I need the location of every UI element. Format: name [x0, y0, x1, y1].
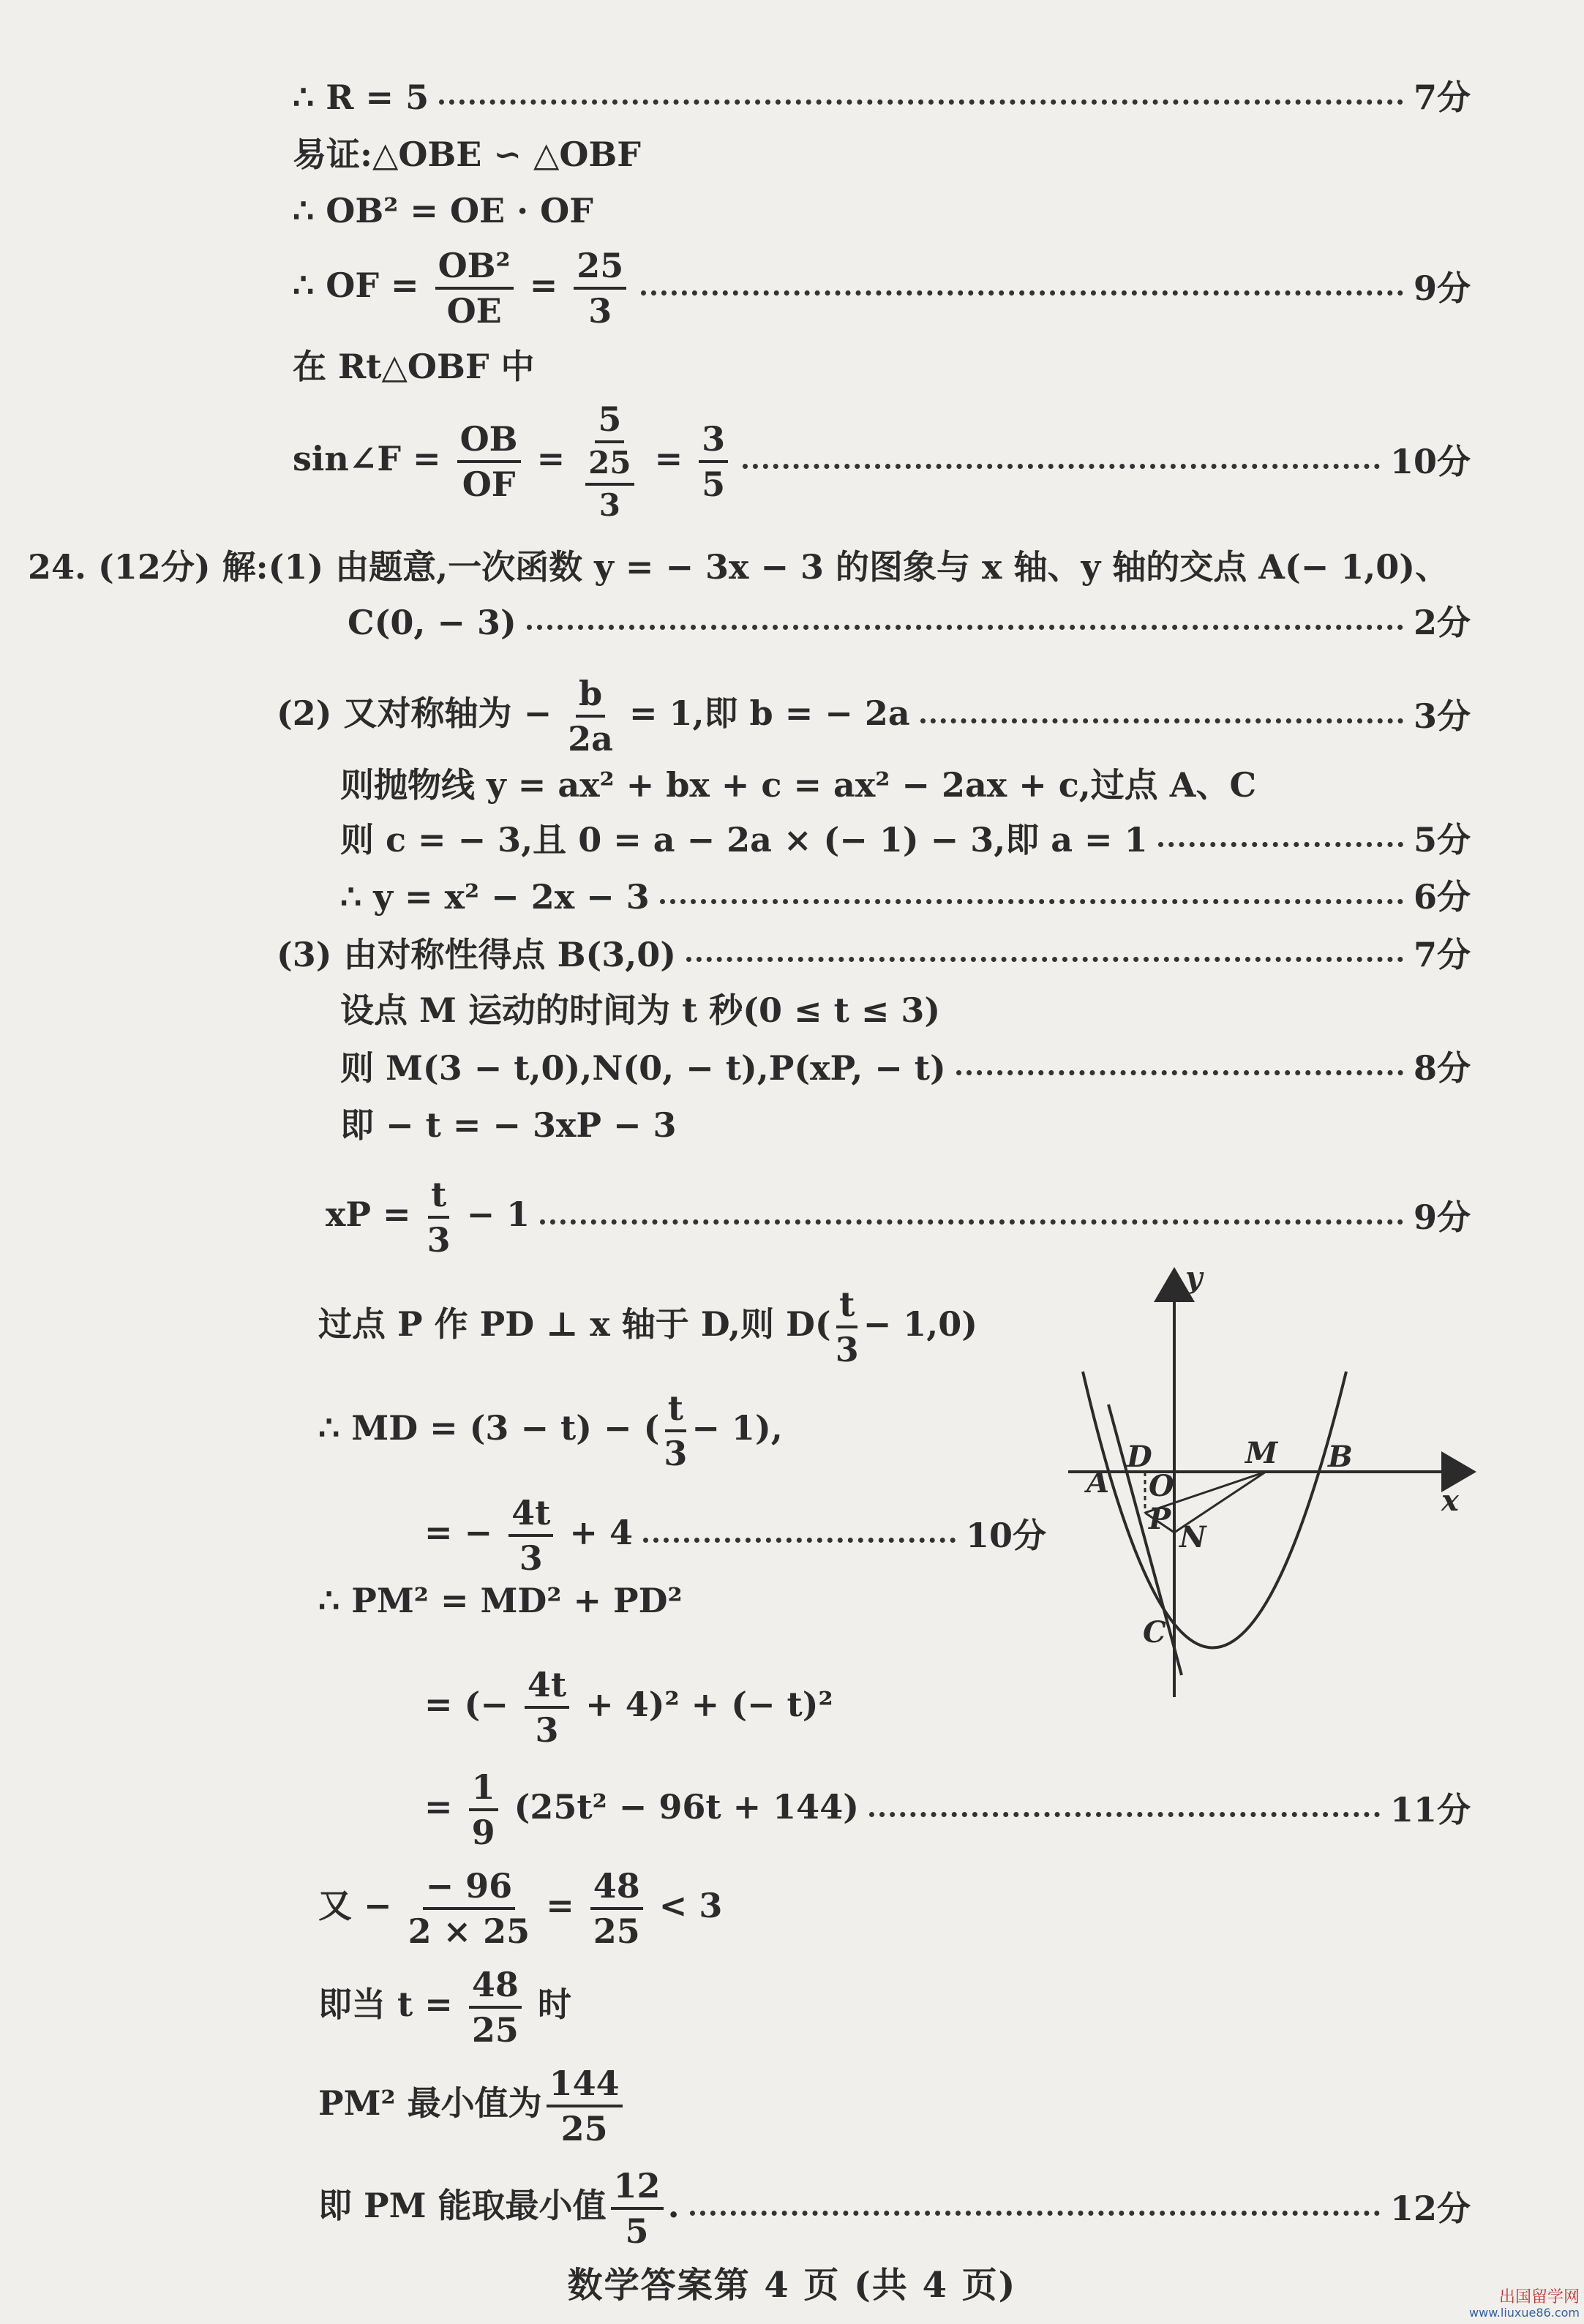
fraction — [611, 2166, 664, 2251]
label-m: M — [1245, 1436, 1278, 1470]
line-axis-of-symmetry — [277, 674, 1471, 759]
leader-dots — [690, 2211, 1380, 2216]
watermark-name: 出国留学网 — [1498, 2288, 1580, 2307]
leader-dots — [956, 1070, 1403, 1075]
symmetry-expression — [277, 674, 910, 759]
let-t-text: 设点 M 运动的时间为 t 秒(0 ≤ t ≤ 3) — [340, 990, 941, 1030]
numerator: − 96 — [423, 1869, 516, 1910]
leader-dots — [439, 99, 1403, 105]
denominator: 25 — [560, 2109, 608, 2148]
line-pm-squared-quadratic — [424, 1767, 1471, 1852]
p2-suffix: = 1,即 b = − 2a — [628, 693, 910, 733]
fraction — [835, 1285, 859, 1369]
denominator: 2a — [568, 719, 613, 759]
watermark-logo — [1469, 2289, 1580, 2320]
score-7: 7分 — [1413, 935, 1471, 974]
line-when-t — [318, 1965, 571, 2050]
parabola-text: 则抛物线 y = ax² + bx + c = ax² − 2ax + c,过点 A、C — [340, 765, 1257, 805]
label-c: C — [1143, 1615, 1166, 1650]
pm2c-prefix: = — [424, 1787, 453, 1827]
when-prefix: 即当 t = — [318, 1985, 453, 2024]
score-10: 10分 — [965, 1516, 1046, 1555]
numerator: 5 — [595, 402, 624, 443]
vertex-suffix: < 3 — [658, 1886, 723, 1925]
of-expression — [293, 246, 631, 331]
pd-suffix: − 1,0) — [863, 1304, 978, 1344]
denominator: 3 — [835, 1330, 859, 1369]
pm2b-suffix: + 4)² + (− t)² — [585, 1685, 833, 1724]
leader-dots — [641, 290, 1403, 296]
xp-suffix: − 1 — [466, 1195, 530, 1234]
min-pm2-prefix: PM² 最小值为 — [318, 2083, 542, 2123]
leader-dots — [660, 899, 1403, 904]
pm2c-suffix: (25t² − 96t + 144) — [514, 1787, 859, 1827]
numerator: 4t — [508, 1496, 553, 1537]
line-pm-squared — [318, 1581, 683, 1620]
fraction — [508, 1493, 553, 1578]
denominator: 3 — [519, 1538, 543, 1578]
line-min-pm — [318, 2166, 1471, 2251]
label-o: O — [1149, 1469, 1174, 1503]
numerator: 12 — [611, 2169, 664, 2210]
numerator: 25 — [574, 249, 626, 290]
line-sin-f — [293, 399, 1471, 523]
pm-squared-text: ∴ PM² = MD² + PD² — [318, 1581, 683, 1620]
xp-expression — [326, 1175, 530, 1260]
label-n: N — [1179, 1520, 1206, 1554]
label-b: B — [1328, 1440, 1353, 1474]
numerator: 48 — [590, 1869, 643, 1910]
line-part3 — [277, 935, 1471, 974]
score-5: 5分 — [1413, 820, 1471, 860]
watermark-url: www.liuxue86.com — [1469, 2306, 1580, 2320]
when-expression — [318, 1965, 571, 2050]
numerator: t — [428, 1178, 449, 1219]
fraction — [699, 419, 728, 504]
fraction — [427, 1175, 451, 1260]
xp-prefix: xP = — [326, 1195, 411, 1234]
score-12: 12分 — [1389, 2189, 1471, 2228]
ob-squared-text: ∴ OB² = OE · OF — [293, 191, 593, 230]
line-mnp — [340, 1048, 1471, 1088]
line-let-t — [340, 990, 941, 1030]
line-minus-t — [340, 1105, 677, 1145]
pm2b-prefix: = (− — [424, 1685, 508, 1724]
label-d: D — [1127, 1440, 1152, 1474]
md-expression — [318, 1388, 783, 1473]
pd-prefix: 过点 P 作 PD ⊥ x 轴于 D,则 D( — [318, 1304, 831, 1344]
similar-text: 易证:△OBE ∽ △OBF — [293, 135, 641, 174]
denominator: OF — [462, 465, 516, 504]
line-of-fraction — [293, 246, 1471, 331]
score-7: 7分 — [1413, 78, 1471, 117]
leader-dots — [527, 625, 1403, 630]
line-min-pm-squared — [318, 2064, 627, 2148]
denominator: 3 — [664, 1434, 688, 1473]
line-parabola — [340, 765, 1257, 805]
sin-expression: sin∠F = $\frac{OB}{OF}$ = $\frac{5}{\frac{25}{3}}$ = $\frac{3}{5}$ — [293, 402, 732, 521]
pm2c-expression — [424, 1767, 859, 1852]
denominator: 3 — [598, 487, 620, 523]
numerator: 3 — [699, 422, 728, 463]
numerator: 144 — [547, 2067, 623, 2107]
fraction — [469, 1965, 522, 2050]
min-pm2-expression — [318, 2064, 627, 2148]
fraction — [469, 1767, 498, 1852]
md-suffix: − 1), — [691, 1408, 783, 1448]
fraction — [408, 1866, 530, 1951]
leader-dots — [540, 1219, 1403, 1225]
vertex-prefix: 又 − — [318, 1886, 392, 1925]
denominator: 25 — [593, 1911, 640, 1951]
line-pd — [318, 1285, 978, 1369]
numerator: t — [836, 1287, 857, 1328]
score-3: 3分 — [1413, 696, 1471, 736]
denominator — [581, 443, 638, 521]
numerator: 4t — [525, 1668, 569, 1709]
score-2: 2分 — [1413, 603, 1471, 642]
md-prefix: ∴ MD = (3 − t) − ( — [318, 1408, 660, 1448]
leader-dots — [643, 1538, 956, 1543]
vertex-expression — [318, 1866, 723, 1951]
fraction — [547, 2064, 623, 2148]
denominator: 3 — [427, 1220, 451, 1260]
line-xp — [326, 1175, 1471, 1260]
line-ob-squared — [293, 191, 593, 230]
label-y: y — [1185, 1260, 1203, 1295]
numerator: t — [665, 1391, 686, 1432]
part3-text: (3) 由对称性得点 B(3,0) — [277, 935, 677, 974]
line-c-point — [348, 603, 1471, 642]
score-6: 6分 — [1413, 877, 1471, 917]
label-x: x — [1441, 1483, 1459, 1518]
compound-fraction — [581, 399, 638, 523]
q24-heading — [28, 547, 1449, 587]
page-footer: 数学答案第 4 页 (共 4 页) — [567, 2265, 1017, 2306]
fraction — [585, 445, 634, 523]
numerator: OB² — [435, 249, 514, 290]
leader-dots — [743, 464, 1380, 469]
sin-prefix: sin∠F = — [293, 439, 441, 478]
fraction — [574, 246, 626, 331]
line-c-value — [340, 820, 1471, 860]
label-a: A — [1086, 1465, 1110, 1500]
p2-prefix: (2) 又对称轴为 − — [277, 693, 552, 733]
line-pm-squared-expanded — [424, 1665, 833, 1750]
numerator: OB — [457, 422, 521, 463]
line-md-simplified — [424, 1493, 1046, 1578]
line-r-equals-5 — [293, 78, 1471, 117]
pm2b-expression — [424, 1665, 833, 1750]
leader-dots — [869, 1812, 1380, 1817]
denominator: 9 — [471, 1813, 495, 1852]
c-point-text: C(0, − 3) — [348, 603, 517, 642]
md2-prefix: = − — [424, 1513, 493, 1552]
md2-expression — [424, 1493, 633, 1578]
numerator: 1 — [469, 1770, 498, 1811]
numerator: 25 — [585, 448, 634, 486]
pd-expression — [318, 1285, 978, 1369]
y-equation-text: ∴ y = x² − 2x − 3 — [340, 877, 650, 917]
when-suffix: 时 — [537, 1985, 571, 2024]
fraction — [525, 1665, 569, 1750]
line-md — [318, 1388, 783, 1473]
denominator: OE — [446, 291, 502, 331]
line-in-right-triangle — [293, 347, 535, 386]
in-triangle-text: 在 Rt△OBF 中 — [293, 347, 535, 386]
score-10: 10分 — [1389, 442, 1471, 481]
denominator: 2 × 25 — [408, 1911, 530, 1951]
equals: = — [546, 1886, 574, 1925]
equals: = — [529, 266, 558, 305]
fraction — [664, 1388, 688, 1473]
score-9: 9分 — [1413, 268, 1471, 308]
min-pm-prefix: 即 PM 能取最小值 — [318, 2186, 607, 2225]
fraction — [457, 419, 521, 504]
leader-dots — [920, 718, 1403, 723]
q24-head-text: 24. (12分) 解:(1) 由题意,一次函数 y = − 3x − 3 的图象与 x 轴、y 轴的交点 A(− 1,0)、 — [28, 547, 1449, 587]
parabola-curve — [1083, 1372, 1346, 1648]
c-value-text: 则 c = − 3,且 0 = a − 2a × (− 1) − 3,即 a = 1 — [340, 820, 1148, 860]
score-11: 11分 — [1389, 1790, 1471, 1830]
fraction — [568, 674, 613, 759]
numerator: b — [576, 677, 605, 718]
score-8: 8分 — [1413, 1048, 1471, 1088]
denominator: 5 — [625, 2211, 649, 2251]
min-pm-expression — [318, 2166, 680, 2251]
min-pm-suffix: . — [667, 2186, 680, 2225]
line-vertex — [318, 1866, 723, 1951]
denominator: 3 — [535, 1710, 559, 1750]
numerator: 48 — [469, 1968, 522, 2009]
denominator: 25 — [471, 2010, 519, 2050]
md2-suffix: + 4 — [569, 1513, 633, 1552]
line-similar-triangles — [293, 135, 641, 174]
r-equals-5-text: ∴ R = 5 — [293, 78, 429, 117]
fraction — [590, 1866, 643, 1951]
minus-t-text: 即 − t = − 3xP − 3 — [340, 1105, 677, 1145]
fraction — [435, 246, 514, 331]
mnp-text: 则 M(3 − t,0),N(0, − t),P(xP, − t) — [340, 1048, 946, 1088]
denominator: 3 — [588, 291, 612, 331]
leader-dots — [1158, 842, 1403, 847]
score-9: 9分 — [1413, 1197, 1471, 1237]
of-prefix: ∴ OF = — [293, 266, 419, 305]
leader-dots — [686, 957, 1403, 962]
denominator: 5 — [702, 465, 726, 504]
label-p: P — [1149, 1502, 1171, 1536]
line-y-equation — [340, 877, 1471, 917]
parabola-figure — [1054, 1258, 1493, 1712]
